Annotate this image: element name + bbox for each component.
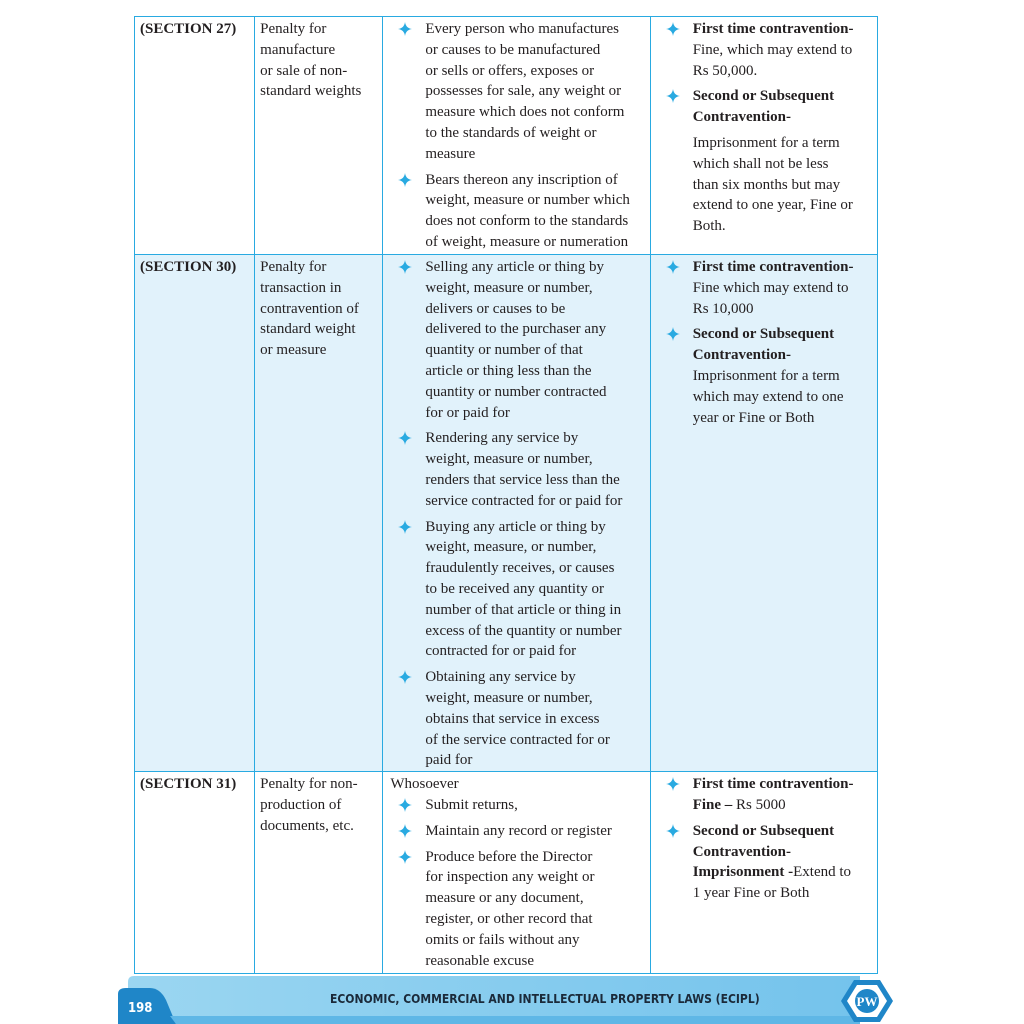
line: Maintain any record or register — [425, 822, 612, 839]
penalty-amount: Rs 5000 — [732, 796, 786, 813]
line: paid for — [425, 752, 473, 769]
offence-description — [383, 255, 650, 772]
list-item — [656, 324, 873, 428]
title-line: production of — [260, 796, 342, 813]
list-item — [388, 170, 645, 253]
penalty-label: First time contravention- — [692, 776, 854, 793]
line: of weight, measure or numeration — [425, 233, 629, 250]
line: of the service contracted for or — [425, 731, 610, 748]
offence-title — [255, 17, 383, 255]
title-line: Penalty for — [260, 21, 327, 37]
line: weight, measure, or number, — [425, 539, 597, 556]
line: measure which does not conform — [425, 104, 625, 121]
list-item — [388, 428, 645, 511]
section-number: (SECTION 27) — [135, 17, 255, 255]
title-line: standard weight — [260, 321, 356, 338]
title-line: contravention of — [260, 300, 359, 317]
line: Fine, which may extend to — [692, 41, 853, 58]
four-point-star-icon — [398, 260, 412, 274]
line: than six months but may — [692, 176, 841, 193]
line: Imprisonment for a term — [692, 134, 840, 151]
line: for or paid for — [425, 404, 510, 421]
line: register, or other record that — [425, 910, 593, 927]
four-point-star-icon — [666, 89, 680, 103]
line: delivers or causes to be — [425, 300, 566, 317]
penalty-fine-line — [693, 795, 873, 816]
penalty-label: Fine – — [692, 796, 733, 813]
page-footer — [0, 970, 1024, 1024]
page-number: 198 — [128, 1001, 153, 1016]
line: which shall not be less — [692, 155, 829, 172]
line: which may extend to one — [692, 388, 844, 405]
four-point-star-icon — [398, 431, 412, 445]
line: measure or any document, — [425, 890, 584, 907]
line: Bears thereon any inscription of — [425, 171, 618, 188]
list-item — [388, 19, 645, 165]
penalty-description — [650, 772, 877, 974]
logo-text: PW — [856, 994, 878, 1009]
table-row-section-31 — [135, 772, 878, 974]
offence-description — [383, 17, 650, 255]
line: Produce before the Director — [425, 848, 593, 865]
line: Submit returns, — [425, 796, 518, 813]
penalty-label: Second or Subsequent — [692, 88, 835, 105]
list-item — [388, 257, 645, 423]
list-item — [656, 774, 873, 816]
title-line: or measure — [260, 342, 327, 359]
line: Both. — [692, 218, 726, 235]
line: weight, measure or number, — [425, 451, 593, 468]
four-point-star-icon — [666, 327, 680, 341]
line: Every person who manufactures — [425, 21, 620, 37]
penalty-description — [650, 17, 877, 255]
title-line: transaction in — [260, 279, 342, 296]
list-item — [388, 667, 645, 771]
line: or sells or offers, exposes or — [425, 62, 595, 79]
section-number: (SECTION 31) — [135, 772, 255, 974]
four-point-star-icon — [398, 173, 412, 187]
offence-title — [255, 772, 383, 974]
four-point-star-icon — [666, 824, 680, 838]
line: for inspection any weight or — [425, 869, 595, 886]
penalty-label: Contravention- — [692, 109, 792, 126]
line: weight, measure or number which — [425, 192, 630, 209]
line: omits or fails without any — [425, 931, 580, 948]
penalty-label: Contravention- — [692, 347, 792, 364]
four-point-star-icon — [398, 520, 412, 534]
line: obtains that service in excess — [425, 710, 600, 727]
penalty-label: Imprisonment - — [692, 864, 794, 881]
table-row-section-27 — [135, 17, 878, 255]
line: does not conform to the standards — [425, 213, 629, 230]
line: measure — [425, 145, 476, 162]
line: to be received any quantity or — [425, 580, 605, 597]
four-point-star-icon — [666, 777, 680, 791]
title-line: documents, etc. — [260, 817, 354, 834]
line: extend to one year, Fine or — [692, 197, 853, 214]
line: quantity or number of that — [425, 342, 583, 359]
footer-title: ECONOMIC, COMMERCIAL AND INTELLECTUAL PROPERTY LAWS (ECIPL) — [330, 992, 760, 1006]
line: contracted for or paid for — [425, 643, 577, 660]
title-line: manufacture — [260, 41, 336, 58]
four-point-star-icon — [398, 22, 412, 36]
penalty-description — [650, 255, 877, 772]
penalty-text: Extend to — [793, 864, 852, 881]
list-item — [656, 257, 873, 319]
line: 1 year Fine or Both — [692, 885, 810, 902]
penalty-imprisonment-line — [693, 862, 873, 883]
line: Rs 10,000 — [692, 300, 754, 317]
line: Rs 50,000. — [692, 62, 758, 79]
four-point-star-icon — [666, 260, 680, 274]
line: article or thing less than the — [425, 362, 592, 379]
four-point-star-icon — [398, 850, 412, 864]
four-point-star-icon — [398, 824, 412, 838]
pw-logo-icon — [840, 978, 894, 1024]
table-row-section-30 — [135, 255, 878, 772]
list-item — [388, 847, 645, 972]
title-line: Penalty for non- — [260, 776, 358, 793]
penalty-label: Second or Subsequent — [692, 326, 835, 343]
line: Buying any article or thing by — [425, 518, 606, 535]
line: weight, measure or number, — [425, 279, 593, 296]
list-item — [656, 821, 873, 904]
four-point-star-icon — [666, 22, 680, 36]
line: quantity or number contracted — [425, 383, 607, 400]
line: fraudulently receives, or causes — [425, 560, 615, 577]
line: year or Fine or Both — [692, 409, 815, 426]
penalty-label: First time contravention- — [692, 21, 854, 37]
line: excess of the quantity or number — [425, 622, 622, 639]
offence-title — [255, 255, 383, 772]
line: to the standards of weight or — [425, 124, 597, 141]
line: weight, measure or number, — [425, 689, 593, 706]
line: reasonable excuse — [425, 952, 535, 969]
line: Rendering any service by — [425, 430, 579, 447]
line: delivered to the purchaser any — [425, 321, 607, 338]
four-point-star-icon — [398, 798, 412, 812]
line: number of that article or thing in — [425, 601, 622, 618]
offence-description — [383, 772, 650, 974]
line: or causes to be manufactured — [425, 41, 601, 58]
list-item — [388, 821, 645, 842]
four-point-star-icon — [398, 670, 412, 684]
line: Selling any article or thing by — [425, 259, 605, 275]
penalty-label: Second or Subsequent — [692, 822, 835, 839]
line: service contracted for or paid for — [425, 492, 623, 509]
list-item — [656, 86, 873, 237]
line: Obtaining any service by — [425, 669, 576, 686]
offence-lead: Whosoever — [390, 776, 459, 793]
list-item — [388, 795, 645, 816]
penalty-label: First time contravention- — [692, 259, 854, 275]
title-line: standard weights — [260, 83, 362, 100]
line: Imprisonment for a term — [692, 367, 840, 384]
penalty-table — [134, 16, 878, 974]
penalty-label: Contravention- — [692, 843, 792, 860]
line: Fine which may extend to — [692, 279, 849, 296]
line: renders that service less than the — [425, 471, 620, 488]
section-number: (SECTION 30) — [135, 255, 255, 772]
title-line: Penalty for — [260, 259, 327, 275]
list-item — [656, 19, 873, 81]
title-line: or sale of non- — [260, 62, 348, 79]
line: possesses for sale, any weight or — [425, 83, 622, 100]
list-item — [388, 517, 645, 663]
